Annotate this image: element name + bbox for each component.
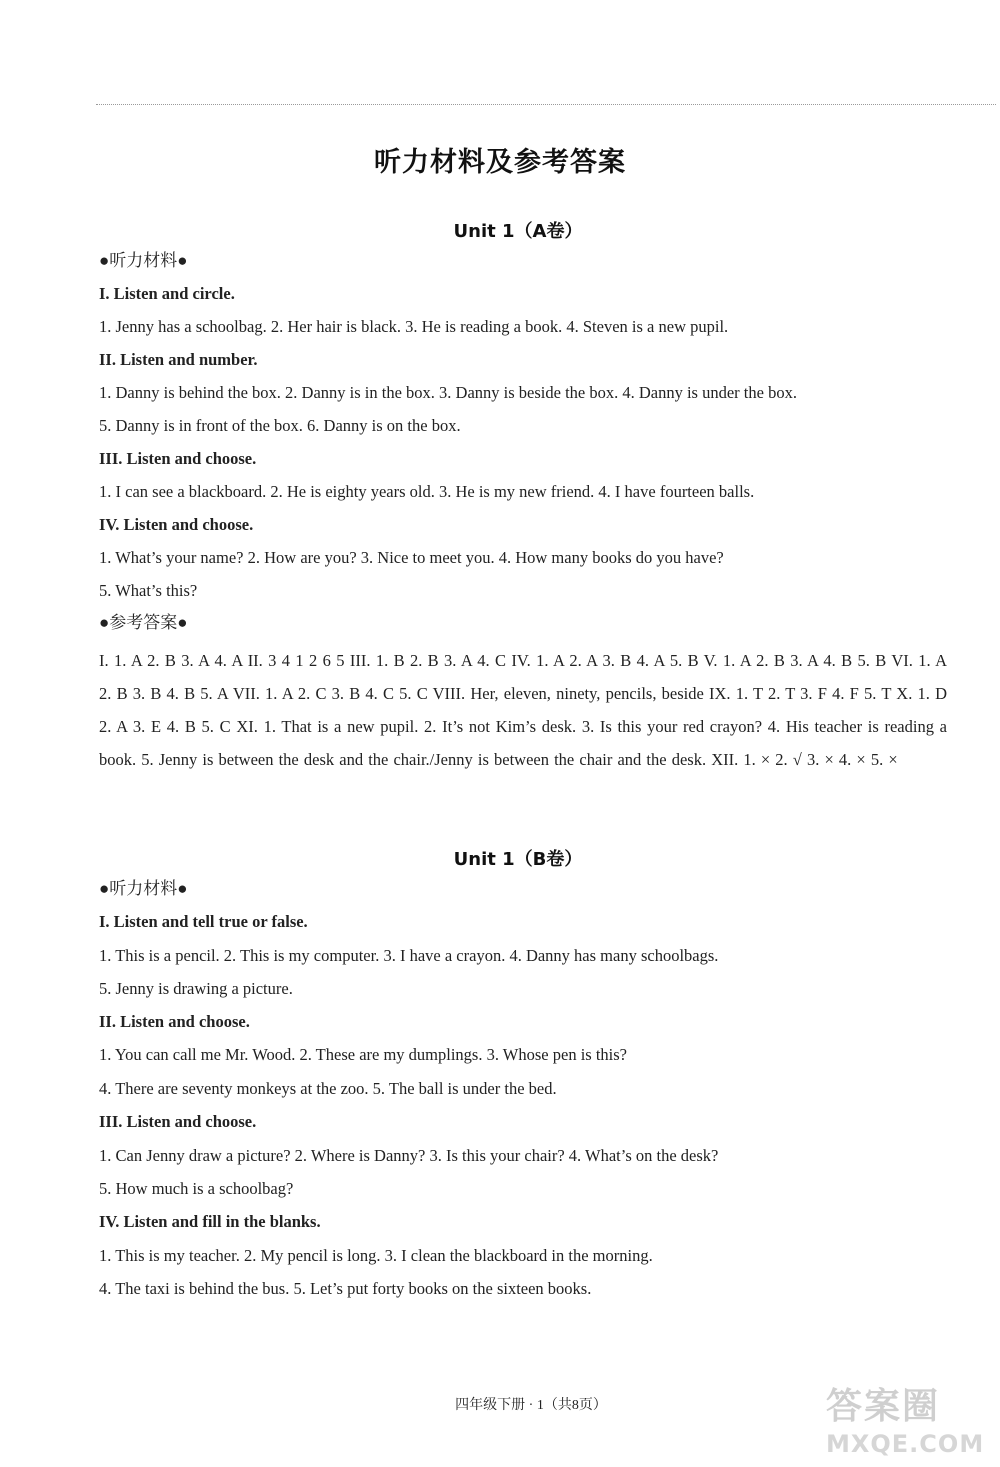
unit-b-section-4-heading: IV. Listen and fill in the blanks. [99, 1212, 321, 1231]
unit-b-section-4-line-2: 4. The taxi is behind the bus. 5. Let’s put forty books on the sixteen books. [99, 1279, 592, 1298]
unit-a-section-3-heading: III. Listen and choose. [99, 449, 257, 468]
unit-b-title: Unit 1（B卷） [453, 849, 583, 870]
unit-a-section-2-line-1: 1. Danny is behind the box. 2. Danny is in the box. 3. Danny is beside the box. 4. Danny is under the box. [99, 383, 797, 402]
unit-a-section-2-line-2: 5. Danny is in front of the box. 6. Danny is on the box. [99, 416, 461, 435]
unit-a-section-3-line-1: 1. I can see a blackboard. 2. He is eighty years old. 3. He is my new friend. 4. I have fourteen balls. [99, 482, 755, 501]
unit-b-section-2-heading: II. Listen and choose. [99, 1012, 250, 1031]
unit-a-section-2-heading: II. Listen and number. [99, 350, 258, 369]
unit-a-title: Unit 1（A卷） [453, 221, 583, 242]
unit-b-listening-label: ●听力材料● [99, 879, 188, 898]
unit-a-section-4-line-2: 5. What’s this? [99, 581, 198, 600]
unit-b-section-1-line-2: 5. Jenny is drawing a picture. [99, 979, 293, 998]
unit-b-section-4-line-1: 1. This is my teacher. 2. My pencil is long. 3. I clean the blackboard in the morning. [99, 1246, 653, 1265]
unit-a-section-1-heading: I. Listen and circle. [99, 284, 235, 303]
watermark-en: MXQE.COM [826, 1430, 985, 1458]
unit-b-section-3-line-2: 5. How much is a schoolbag? [99, 1179, 294, 1198]
unit-a-answer-key: I. 1. A 2. B 3. A 4. A II. 3 4 1 2 6 5 III. 1. B 2. B 3. A 4. C IV. 1. A 2. A 3. B 4. A 5. B V. 1. A 2. B 3. A 4. B 5. B VI. 1. A 2. B 3. B 4. B 5. A VII. 1. A 2. C 3. B 4. C 5. C VIII. Her, eleven, ninety, pencils, beside IX. 1. T 2. T 3. F 4. F 5. T X. 1. D 2. A 3. E 4. B 5. C XI. 1. That is a new pupil. 2. It’s not Kim’s desk. 3. Is this your red crayon? 4. His teacher is reading a book. 5. Jenny is between the desk and the chair./Jenny is between the chair and the desk. XII. 1. × 2. √ 3. × 4. × 5. × [99, 651, 947, 769]
unit-b-section-3-heading: III. Listen and choose. [99, 1112, 257, 1131]
watermark-cn: 答案圈 [826, 1386, 941, 1427]
unit-a-answers-label: ●参考答案● [99, 613, 188, 632]
unit-b-section-3-line-1: 1. Can Jenny draw a picture? 2. Where is Danny? 3. Is this your chair? 4. What’s on the desk? [99, 1146, 719, 1165]
unit-b-section-1-heading: I. Listen and tell true or false. [99, 912, 308, 931]
unit-a-section-4-line-1: 1. What’s your name? 2. How are you? 3. Nice to meet you. 4. How many books do you have? [99, 548, 724, 567]
unit-b-section-2-line-2: 4. There are seventy monkeys at the zoo. 5. The ball is under the bed. [99, 1079, 557, 1098]
unit-a-section-1-line-1: 1. Jenny has a schoolbag. 2. Her hair is black. 3. He is reading a book. 4. Steven is a new pupil. [99, 317, 729, 336]
unit-b-section-1-line-1: 1. This is a pencil. 2. This is my computer. 3. I have a crayon. 4. Danny has many schoolbags. [99, 946, 719, 965]
unit-a-section-4-heading: IV. Listen and choose. [99, 515, 254, 534]
page-title: 听力材料及参考答案 [374, 147, 626, 178]
watermark-logo [826, 1378, 991, 1458]
unit-a-listening-label: ●听力材料● [99, 251, 188, 270]
top-dotted-rule [96, 104, 996, 105]
page-footer: 四年级下册 · 1（共8页） [455, 1398, 607, 1413]
unit-b-section-2-line-1: 1. You can call me Mr. Wood. 2. These are my dumplings. 3. Whose pen is this? [99, 1045, 627, 1064]
